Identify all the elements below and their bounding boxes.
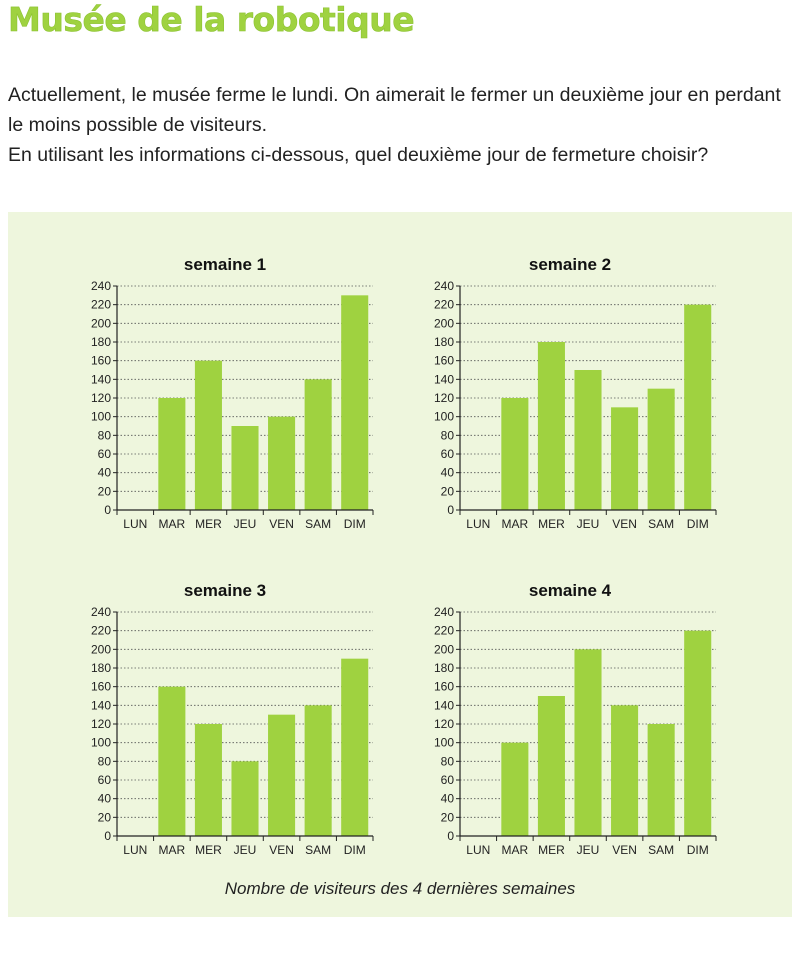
x-tick-label: SAM	[305, 517, 332, 531]
y-tick-label: 240	[433, 605, 454, 619]
bar-sam	[305, 705, 332, 836]
bar-mar	[158, 687, 185, 836]
bar-dim	[341, 659, 368, 836]
x-tick-label: MER	[195, 843, 222, 857]
y-tick-label: 80	[440, 754, 454, 769]
y-tick-label: 100	[90, 735, 111, 750]
y-tick-label: 160	[90, 679, 111, 694]
x-tick-label: VEN	[612, 517, 637, 531]
y-tick-label: 160	[90, 353, 111, 368]
y-tick-label: 180	[90, 335, 111, 349]
chart-title: semaine 2	[528, 255, 612, 274]
y-tick-label: 40	[440, 465, 454, 480]
chart-3	[91, 581, 373, 857]
bar-dim	[341, 295, 368, 510]
bar-mer	[195, 361, 222, 510]
bar-sam	[648, 724, 675, 836]
x-tick-label: MER	[538, 517, 565, 531]
x-tick-label: VEN	[612, 843, 637, 857]
bar-mar	[158, 398, 185, 510]
y-tick-label: 60	[97, 447, 111, 461]
y-tick-label: 140	[90, 698, 111, 713]
y-tick-label: 220	[433, 623, 454, 638]
x-tick-label: LUN	[466, 517, 491, 531]
x-tick-label: JEU	[576, 517, 600, 531]
x-tick-label: SAM	[648, 843, 675, 857]
y-tick-label: 240	[90, 605, 111, 619]
figure-caption: Nombre de visiteurs des 4 dernières semaines	[224, 879, 576, 898]
chart-4	[434, 581, 716, 857]
x-tick-label: MAR	[501, 843, 529, 857]
bar-jeu	[231, 761, 258, 836]
y-tick-label: 120	[90, 717, 111, 731]
intro-paragraph-1: Actuellement, le musée ferme le lundi. On aimerait le fermer un deuxième jour en perdant le moins possible de visiteurs.	[8, 84, 781, 136]
chart-title: semaine 1	[183, 255, 267, 274]
page-title: Musée de la robotique	[8, 0, 415, 39]
bar-ven	[268, 417, 295, 510]
y-tick-label: 40	[440, 791, 454, 806]
x-tick-label: LUN	[123, 843, 148, 857]
y-tick-label: 0	[104, 829, 111, 843]
bar-dim	[684, 305, 711, 510]
y-tick-label: 180	[433, 661, 454, 675]
x-tick-label: MER	[195, 517, 222, 531]
y-tick-label: 80	[440, 428, 454, 443]
bar-dim	[684, 631, 711, 836]
x-tick-label: JEU	[576, 843, 600, 857]
x-tick-label: VEN	[269, 517, 294, 531]
y-tick-label: 80	[97, 428, 111, 443]
y-tick-label: 0	[104, 503, 111, 517]
x-tick-label: DIM	[686, 843, 709, 857]
bar-mer	[538, 696, 565, 836]
y-tick-label: 140	[433, 698, 454, 713]
y-tick-label: 160	[433, 353, 454, 368]
y-tick-label: 100	[90, 409, 111, 424]
y-tick-label: 40	[97, 791, 111, 806]
y-tick-label: 100	[433, 735, 454, 750]
y-tick-label: 120	[433, 717, 454, 731]
y-tick-label: 20	[97, 484, 111, 499]
x-tick-label: DIM	[343, 843, 366, 857]
bar-sam	[305, 379, 332, 510]
y-tick-label: 200	[90, 316, 111, 331]
y-tick-label: 40	[97, 465, 111, 480]
y-tick-label: 220	[433, 297, 454, 312]
y-tick-label: 20	[440, 484, 454, 499]
chart-title: semaine 4	[528, 581, 612, 600]
y-tick-label: 20	[440, 810, 454, 825]
y-tick-label: 20	[97, 810, 111, 825]
x-tick-label: DIM	[686, 517, 709, 531]
x-tick-label: MAR	[158, 517, 186, 531]
x-tick-label: SAM	[305, 843, 332, 857]
x-tick-label: DIM	[343, 517, 366, 531]
x-tick-label: MER	[538, 843, 565, 857]
y-tick-label: 180	[433, 335, 454, 349]
bar-jeu	[574, 649, 601, 836]
y-tick-label: 180	[90, 661, 111, 675]
chart-title: semaine 3	[183, 581, 267, 600]
y-tick-label: 140	[433, 372, 454, 387]
x-tick-label: LUN	[466, 843, 491, 857]
y-tick-label: 140	[90, 372, 111, 387]
y-tick-label: 200	[90, 642, 111, 657]
bar-jeu	[231, 426, 258, 510]
x-tick-label: SAM	[648, 517, 675, 531]
bar-mer	[538, 342, 565, 510]
y-tick-label: 0	[447, 829, 454, 843]
y-tick-label: 160	[433, 679, 454, 694]
bar-mer	[195, 724, 222, 836]
y-tick-label: 120	[433, 391, 454, 405]
bar-ven	[268, 715, 295, 836]
x-tick-label: MAR	[501, 517, 529, 531]
x-tick-label: MAR	[158, 843, 186, 857]
y-tick-label: 220	[90, 297, 111, 312]
y-tick-label: 200	[433, 642, 454, 657]
y-tick-label: 240	[90, 279, 111, 293]
bar-sam	[648, 389, 675, 510]
y-tick-label: 60	[97, 773, 111, 787]
y-tick-label: 120	[90, 391, 111, 405]
y-tick-label: 60	[440, 447, 454, 461]
bar-mar	[501, 398, 528, 510]
y-tick-label: 80	[97, 754, 111, 769]
x-tick-label: JEU	[233, 517, 257, 531]
y-tick-label: 0	[447, 503, 454, 517]
y-tick-label: 100	[433, 409, 454, 424]
bar-jeu	[574, 370, 601, 510]
y-tick-label: 220	[90, 623, 111, 638]
intro-paragraph-2: En utilisant les informations ci-dessous, quel deuxième jour de fermeture choisir?	[8, 144, 709, 166]
chart-1	[91, 255, 373, 531]
x-tick-label: JEU	[233, 843, 257, 857]
x-tick-label: LUN	[123, 517, 148, 531]
bar-ven	[611, 407, 638, 510]
x-tick-label: VEN	[269, 843, 294, 857]
y-tick-label: 60	[440, 773, 454, 787]
y-tick-label: 200	[433, 316, 454, 331]
bar-ven	[611, 705, 638, 836]
bar-mar	[501, 743, 528, 836]
chart-2	[434, 255, 716, 531]
y-tick-label: 240	[433, 279, 454, 293]
